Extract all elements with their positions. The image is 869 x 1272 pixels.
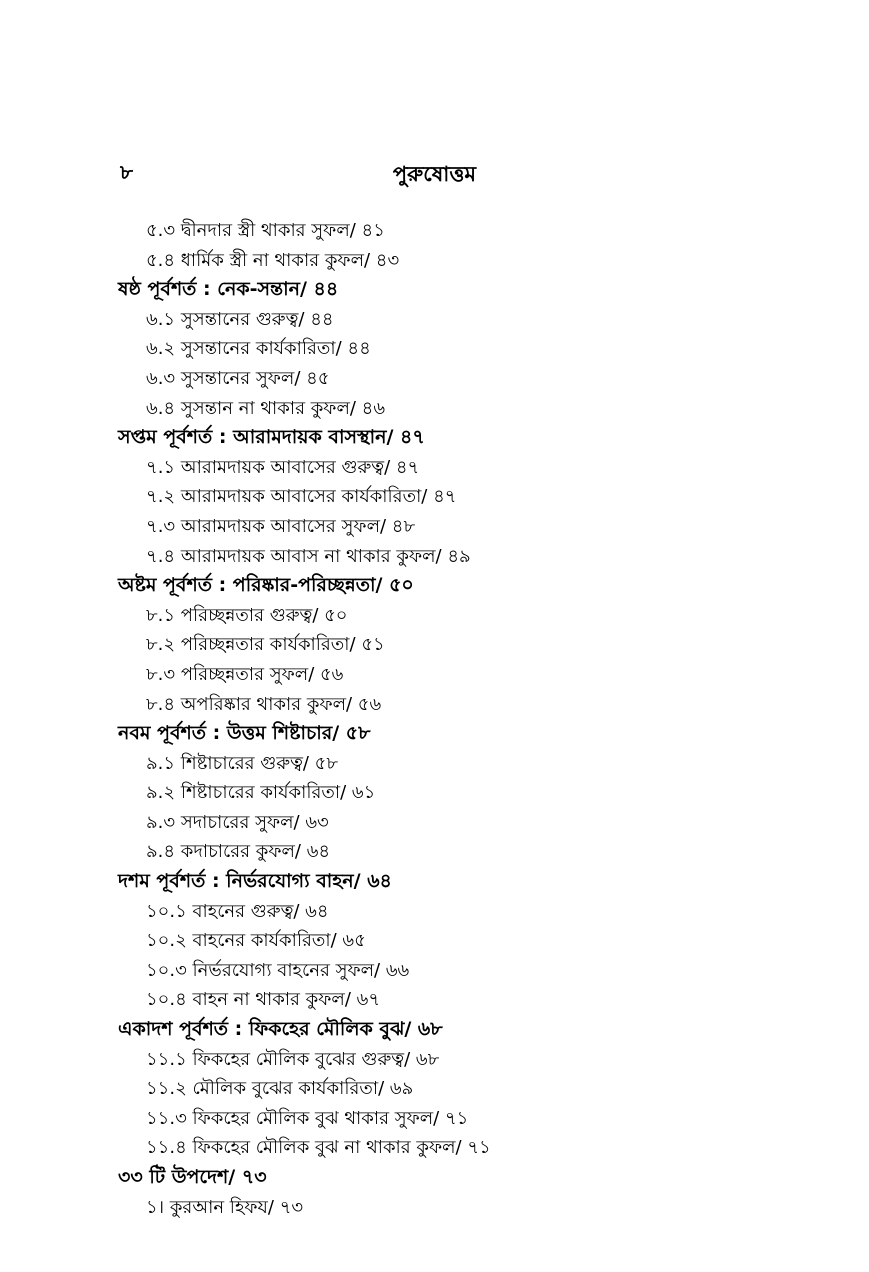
table-of-contents: [118, 216, 838, 1222]
toc-section-heading: ষষ্ঠ পূর্বশর্ত : নেক-সন্তান/ ৪৪: [118, 278, 339, 301]
toc-entry: ৮.৪ অপরিষ্কার থাকার কুফল/ ৫৬: [146, 693, 382, 715]
running-header: পুরুষোত্তম: [392, 162, 477, 186]
toc-entry: ১১.৩ ফিকহের মৌলিক বুঝ থাকার সুফল/ ৭১: [146, 1107, 469, 1129]
toc-entry: ৬.৩ সুসন্তানের সুফল/ ৪৫: [146, 367, 330, 389]
toc-entry: ৮.২ পরিচ্ছন্নতার কার্যকারিতা/ ৫১: [146, 634, 385, 656]
toc-entry: ৬.৪ সুসন্তান না থাকার কুফল/ ৪৬: [146, 397, 386, 419]
toc-entry: ৮.১ পরিচ্ছন্নতার গুরুত্ব/ ৫০: [146, 604, 348, 626]
toc-entry: ১০.৪ বাহন না থাকার কুফল/ ৬৭: [146, 989, 381, 1011]
toc-section-heading: একাদশ পূর্বশর্ত : ফিকহের মৌলিক বুঝ/ ৬৮: [118, 1018, 443, 1041]
toc-entry: ১১.৪ ফিকহের মৌলিক বুঝ না থাকার কুফল/ ৭১: [146, 1137, 491, 1159]
page-number: ৮: [120, 160, 133, 184]
toc-entry: ৭.৩ আরামদায়ক আবাসের সুফল/ ৪৮: [146, 515, 416, 537]
toc-entry: ৭.৪ আরামদায়ক আবাস না থাকার কুফল/ ৪৯: [146, 545, 471, 567]
toc-section-heading: দশম পূর্বশর্ত : নির্ভরযোগ্য বাহন/ ৬৪: [118, 870, 392, 893]
toc-entry: ৫.৪ ধার্মিক স্ত্রী না থাকার কুফল/ ৪৩: [146, 249, 400, 271]
toc-entry: ৫.৩ দ্বীনদার স্ত্রী থাকার সুফল/ ৪১: [146, 220, 385, 241]
toc-entry: ৬.২ সুসন্তানের কার্যকারিতা/ ৪৪: [146, 338, 371, 360]
toc-entry: ৬.১ সুসন্তানের গুরুত্ব/ ৪৪: [146, 308, 334, 330]
toc-entry: ৯.৩ সদাচারের সুফল/ ৬৩: [146, 811, 329, 833]
toc-section-heading: নবম পূর্বশর্ত : উত্তম শিষ্টাচার/ ৫৮: [118, 722, 371, 745]
toc-section-heading: ৩৩ টি উপদেশ/ ৭৩: [118, 1166, 267, 1188]
toc-entry: ১০.২ বাহনের কার্যকারিতা/ ৬৫: [146, 930, 366, 952]
toc-entry: ১০.৩ নির্ভরযোগ্য বাহনের সুফল/ ৬৬: [146, 959, 410, 981]
toc-section-heading: সপ্তম পূর্বশর্ত : আরামদায়ক বাসস্থান/ ৪৭: [118, 426, 425, 449]
toc-entry: ১১.২ মৌলিক বুঝের কার্যকারিতা/ ৬৯: [146, 1078, 414, 1100]
toc-entry: ১১.১ ফিকহের মৌলিক বুঝের গুরুত্ব/ ৬৮: [146, 1048, 440, 1070]
toc-entry: ১। কুরআন হিফয/ ৭৩: [146, 1196, 304, 1218]
toc-entry: ৯.৪ কদাচারের কুফল/ ৬৪: [146, 841, 331, 863]
toc-entry: ৭.১ আরামদায়ক আবাসের গুরুত্ব/ ৪৭: [146, 456, 420, 478]
toc-section-heading: অষ্টম পূর্বশর্ত : পরিষ্কার-পরিচ্ছন্নতা/ ৫০: [118, 574, 414, 597]
toc-entry: ১০.১ বাহনের গুরুত্ব/ ৬৪: [146, 900, 329, 922]
toc-entry: ৯.২ শিষ্টাচারের কার্যকারিতা/ ৬১: [146, 782, 376, 804]
toc-entry: ৭.২ আরামদায়ক আবাসের কার্যকারিতা/ ৪৭: [146, 486, 457, 508]
toc-entry: ৯.১ শিষ্টাচারের গুরুত্ব/ ৫৮: [146, 752, 339, 774]
toc-entry: ৮.৩ পরিচ্ছন্নতার সুফল/ ৫৬: [146, 663, 344, 685]
